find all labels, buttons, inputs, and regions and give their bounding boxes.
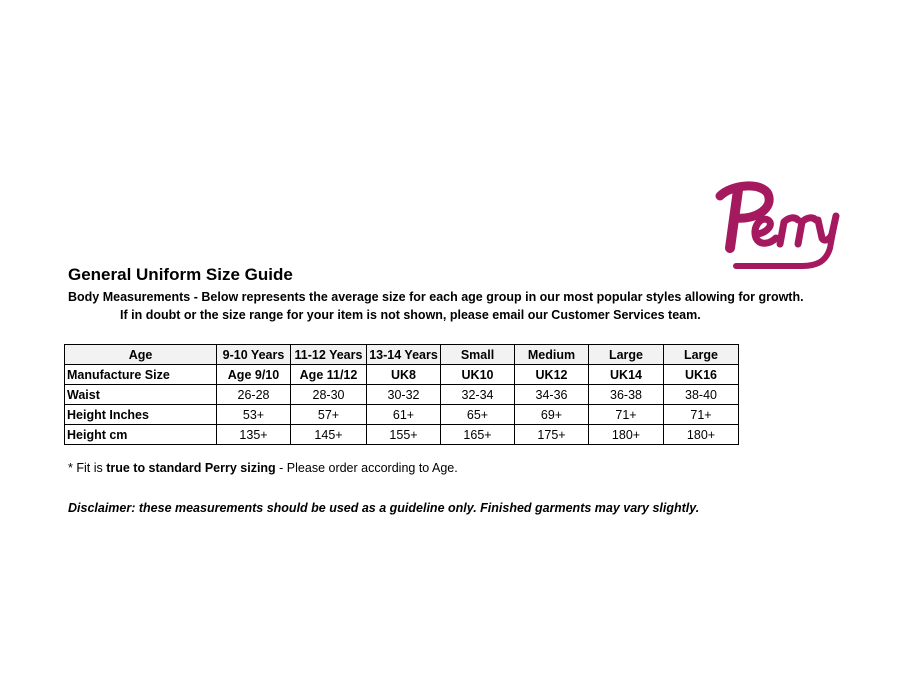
table-cell: 34-36 — [515, 385, 589, 405]
table-cell: 32-34 — [441, 385, 515, 405]
row-label: Age — [65, 345, 217, 365]
table-row — [65, 425, 739, 445]
row-label: Manufacture Size — [65, 365, 217, 385]
row-label: Height cm — [65, 425, 217, 445]
size-table — [64, 344, 739, 445]
table-row — [65, 405, 739, 425]
page-title: General Uniform Size Guide — [68, 265, 293, 284]
row-label: Waist — [65, 385, 217, 405]
table-cell: 13-14 Years — [367, 345, 441, 365]
table-cell: Small — [441, 345, 515, 365]
table-cell: 9-10 Years — [217, 345, 291, 365]
table-cell: 28-30 — [291, 385, 367, 405]
table-cell: 180+ — [589, 425, 664, 445]
table-cell: Age 11/12 — [291, 365, 367, 385]
table-cell: 57+ — [291, 405, 367, 425]
table-cell: 36-38 — [589, 385, 664, 405]
table-cell: 135+ — [217, 425, 291, 445]
table-cell: 38-40 — [664, 385, 739, 405]
table-cell: 180+ — [664, 425, 739, 445]
table-cell: UK14 — [589, 365, 664, 385]
table-cell: Medium — [515, 345, 589, 365]
table-cell: Age 9/10 — [217, 365, 291, 385]
table-cell: 26-28 — [217, 385, 291, 405]
perry-logo — [712, 176, 848, 272]
table-row — [65, 385, 739, 405]
table-cell: 61+ — [367, 405, 441, 425]
footnote-prefix: * Fit is — [68, 461, 107, 475]
table-cell: UK8 — [367, 365, 441, 385]
intro-line-1: Body Measurements - Below represents the average size for each age group in our most popular styles allowing for growth. — [68, 290, 804, 304]
table-cell: Large — [589, 345, 664, 365]
row-label: Height Inches — [65, 405, 217, 425]
table-cell: UK10 — [441, 365, 515, 385]
table-cell: 71+ — [664, 405, 739, 425]
fit-footnote — [68, 461, 458, 475]
table-cell: 30-32 — [367, 385, 441, 405]
table-row — [65, 365, 739, 385]
table-cell: 145+ — [291, 425, 367, 445]
table-cell: 11-12 Years — [291, 345, 367, 365]
intro-line-2: If in doubt or the size range for your item is not shown, please email our Customer Services team. — [120, 308, 701, 322]
table-cell: 71+ — [589, 405, 664, 425]
footnote-bold: true to standard Perry sizing — [106, 461, 276, 475]
footnote-suffix: - Please order according to Age. — [275, 461, 458, 475]
table-cell: 65+ — [441, 405, 515, 425]
table-cell: UK12 — [515, 365, 589, 385]
table-cell: Large — [664, 345, 739, 365]
table-cell: 165+ — [441, 425, 515, 445]
table-cell: 53+ — [217, 405, 291, 425]
table-row — [65, 345, 739, 365]
table-cell: 69+ — [515, 405, 589, 425]
disclaimer: Disclaimer: these measurements should be used as a guideline only. Finished garments may vary slightly. — [68, 501, 700, 515]
table-cell: UK16 — [664, 365, 739, 385]
table-cell: 155+ — [367, 425, 441, 445]
table-cell: 175+ — [515, 425, 589, 445]
